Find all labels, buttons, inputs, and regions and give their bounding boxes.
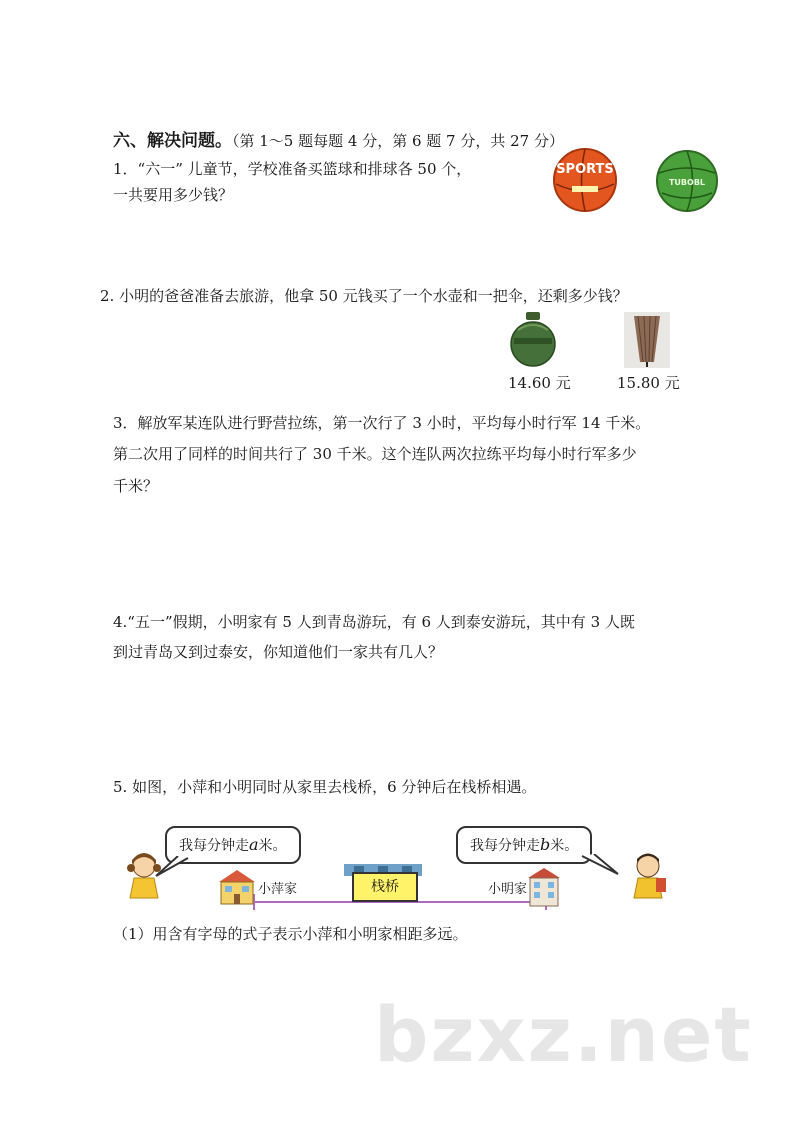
bubble-right-tail <box>578 854 622 876</box>
kettle-price: 14.60 元 <box>508 374 571 392</box>
bridge-sign: 栈桥 <box>352 872 418 902</box>
q1-line1: 1．“六一” 儿童节，学校准备买篮球和排球各 50 个， <box>113 160 472 178</box>
q4-line1: 4.“五一”假期，小明家有 5 人到青岛游玩，有 6 人到泰安游玩，其中有 3 人既 <box>113 613 635 631</box>
q4-line2: 到过青岛又到过泰安，你知道他们一家共有几人？ <box>113 643 444 661</box>
q1-line2: 一共要用多少钱？ <box>113 186 234 204</box>
kettle-image <box>508 310 560 368</box>
watermark: bzxz.net <box>374 990 753 1079</box>
volleyball-image <box>654 148 720 214</box>
xiaoping-home-label: 小萍家 <box>258 882 298 897</box>
q5-text: 5. 如图，小萍和小明同时从家里去栈桥，6 分钟后在栈桥相遇。 <box>113 778 537 796</box>
section-score-note: （第 1～5 题每题 4 分，第 6 题 7 分，共 27 分） <box>232 132 564 150</box>
variable-a: a <box>249 835 259 854</box>
section-title: 六、解决问题。 <box>113 131 232 151</box>
speech-bubble-left: 我每分钟走a米。 <box>165 826 301 864</box>
section-heading <box>113 126 564 151</box>
q3-line2: 第二次用了同样的时间共行了 30 千米。这个连队两次拉练平均每小时行军多少 <box>113 445 637 463</box>
q3-line1: 3．解放军某连队进行野营拉练，第一次行了 3 小时，平均每小时行军 14 千米。 <box>113 414 651 432</box>
xiaoming-home-label: 小明家 <box>488 882 528 897</box>
umbrella-image <box>624 312 670 368</box>
girl-figure-icon <box>124 852 164 902</box>
volleyball-label: TUBOBL <box>668 178 706 187</box>
q5-sub1: （1）用含有字母的式子表示小萍和小明家相距多远。 <box>113 925 468 943</box>
speech-bubble-right: 我每分钟走b米。 <box>456 826 592 864</box>
boy-figure-icon <box>628 852 670 902</box>
variable-b: b <box>540 835 551 854</box>
umbrella-price: 15.80 元 <box>617 374 680 392</box>
xiaoping-house-icon <box>217 868 257 906</box>
xiaoming-house-icon <box>526 866 562 908</box>
q2-text: 2. 小明的爸爸准备去旅游，他拿 50 元钱买了一个水壶和一把伞，还剩多少钱？ <box>100 287 628 305</box>
basketball-label: SPORTS <box>556 162 614 177</box>
q3-line3: 千米？ <box>113 477 159 495</box>
basketball-image <box>550 146 620 214</box>
